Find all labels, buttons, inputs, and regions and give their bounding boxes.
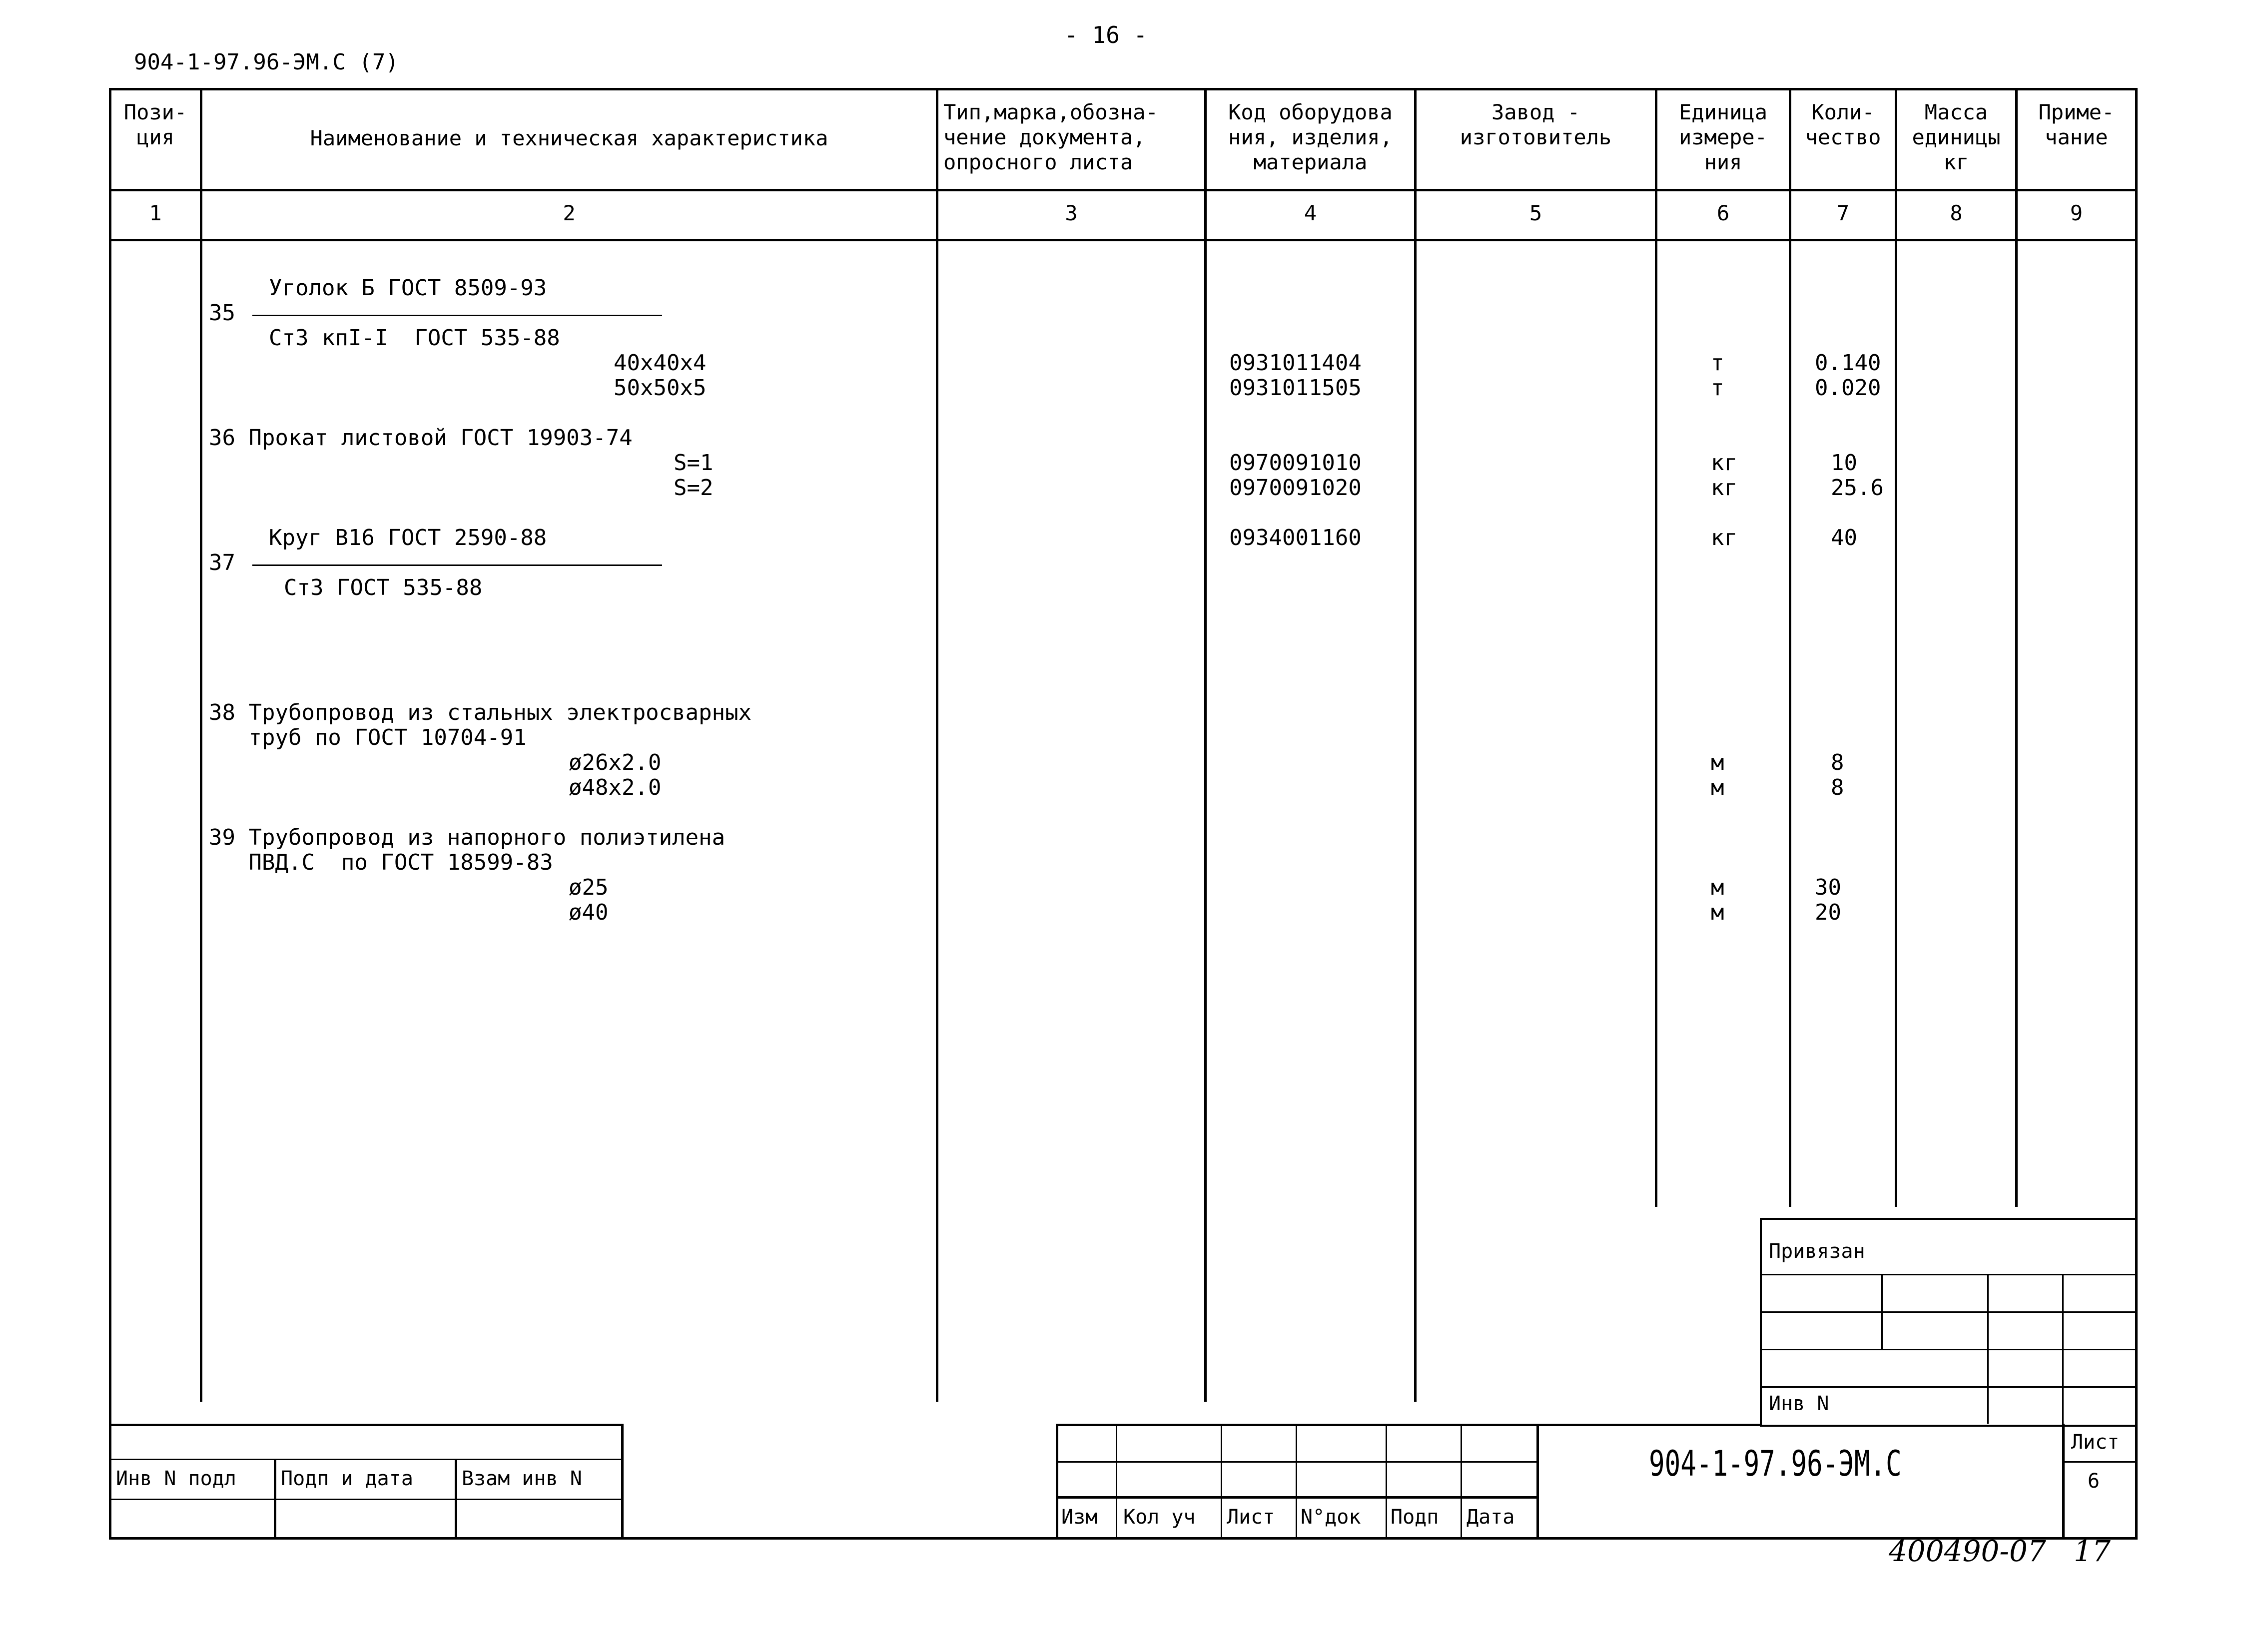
col-num-7: 7 bbox=[1836, 201, 1850, 225]
column-line-2 bbox=[936, 88, 938, 1402]
stamp-label-signature: Подп bbox=[1391, 1506, 1439, 1529]
left-stamp-row-line bbox=[109, 1459, 621, 1460]
document-reference: 904-1-97.96-ЭМ.С (7) bbox=[134, 49, 399, 75]
column-line-8 bbox=[2015, 88, 2018, 1207]
column-line-7 bbox=[1895, 88, 1897, 1207]
sheet-box-divider bbox=[2062, 1461, 2138, 1463]
item-36-qty-1: 10 bbox=[1831, 450, 1857, 476]
item-36-code-1: 0970091010 bbox=[1229, 450, 1362, 476]
title-col-line-4 bbox=[1386, 1424, 1387, 1540]
title-col-line-2 bbox=[1221, 1424, 1222, 1540]
col-num-6: 6 bbox=[1716, 201, 1730, 225]
item-37-fraction-line bbox=[252, 564, 662, 566]
item-38-size-1: ø26x2.0 bbox=[569, 750, 662, 775]
stamp-inv-original: Инв N подл bbox=[116, 1467, 236, 1490]
item-39-line-1: 39 Трубопровод из напорного полиэтилена bbox=[209, 825, 726, 850]
title-col-line-6 bbox=[1536, 1424, 1539, 1540]
column-line-1 bbox=[200, 88, 202, 1402]
stamp-signature-date: Подп и дата bbox=[281, 1467, 413, 1490]
col-num-1: 1 bbox=[149, 201, 162, 225]
document-title: 904-1-97.96-ЭМ.С bbox=[1649, 1443, 1902, 1484]
col-num-9: 9 bbox=[2070, 201, 2083, 225]
title-col-line-1 bbox=[1116, 1424, 1117, 1540]
header-code: Код оборудова ния, изделия, материала bbox=[1228, 100, 1393, 174]
header-mass: Масса единицы кг bbox=[1912, 100, 2001, 174]
item-35-qty-1: 0.140 bbox=[1815, 350, 1881, 376]
item-37-qty: 40 bbox=[1831, 525, 1857, 551]
column-line-6 bbox=[1789, 88, 1791, 1207]
item-35-size-1: 40x40x4 bbox=[614, 350, 707, 376]
header-position: Пози- ция bbox=[123, 100, 187, 149]
item-36-unit-1: кг bbox=[1711, 450, 1737, 476]
item-38-size-2: ø48x2.0 bbox=[569, 775, 662, 800]
item-38-qty-1: 8 bbox=[1831, 750, 1844, 775]
item-38-unit-2: м bbox=[1711, 775, 1724, 800]
binding-label: Привязан bbox=[1769, 1240, 1865, 1263]
header-name: Наименование и техническая характеристика bbox=[310, 126, 828, 150]
title-block-row-line-2 bbox=[1056, 1496, 1539, 1499]
item-38-line-2: труб по ГОСТ 10704-91 bbox=[209, 725, 527, 750]
item-36-size-2: S=2 bbox=[674, 475, 714, 501]
item-36-size-1: S=1 bbox=[674, 450, 714, 476]
item-38-line-1: 38 Трубопровод из стальных электросварных bbox=[209, 700, 752, 725]
stamp-label-doc-number: N°док bbox=[1301, 1506, 1361, 1529]
item-36-name: 36 Прокат листовой ГОСТ 19903-74 bbox=[209, 425, 633, 451]
item-35-position: 35 bbox=[209, 300, 235, 326]
item-36-unit-2: кг bbox=[1711, 475, 1737, 501]
stamp-label-sheet: Лист bbox=[1227, 1506, 1275, 1529]
title-block-row-line-1 bbox=[1056, 1461, 1539, 1463]
binding-col-line-2 bbox=[1987, 1274, 1989, 1424]
item-35-fraction-line bbox=[252, 315, 662, 316]
item-37-material: Ст3 ГОСТ 535-88 bbox=[284, 575, 483, 600]
title-col-line-3 bbox=[1296, 1424, 1297, 1540]
item-39-qty-2: 20 bbox=[1815, 900, 1841, 925]
left-stamp-top-line bbox=[109, 1424, 621, 1426]
stamp-label-date: Дата bbox=[1467, 1506, 1515, 1529]
header-manufacturer: Завод - изготовитель bbox=[1460, 100, 1612, 149]
item-37-code: 0934001160 bbox=[1229, 525, 1362, 551]
header-note: Приме- чание bbox=[2038, 100, 2115, 149]
binding-row-line-4 bbox=[1760, 1386, 2138, 1388]
binding-col-line-1 bbox=[1881, 1274, 1883, 1349]
header-type: Тип,марка,обозна- чение документа, опросного листа bbox=[943, 100, 1158, 174]
col-num-8: 8 bbox=[1950, 201, 1963, 225]
item-36-code-2: 0970091020 bbox=[1229, 475, 1362, 501]
col-num-5: 5 bbox=[1529, 201, 1542, 225]
sheet-number: 6 bbox=[2088, 1470, 2100, 1493]
stamp-label-change: Изм bbox=[1061, 1506, 1098, 1529]
col-num-2: 2 bbox=[563, 201, 576, 225]
item-38-qty-2: 8 bbox=[1831, 775, 1844, 800]
binding-row-line-3 bbox=[1760, 1349, 2138, 1350]
item-38-unit-1: м bbox=[1711, 750, 1724, 775]
item-37-profile: Круг В16 ГОСТ 2590-88 bbox=[269, 525, 547, 551]
column-line-3 bbox=[1204, 88, 1207, 1402]
left-stamp-row-line-2 bbox=[109, 1499, 621, 1500]
item-35-material: Ст3 кпI-I ГОСТ 535-88 bbox=[269, 325, 560, 351]
item-35-unit-2: т bbox=[1711, 375, 1724, 401]
binding-col-line-3 bbox=[2062, 1274, 2064, 1424]
item-35-code-2: 0931011505 bbox=[1229, 375, 1362, 401]
item-39-unit-1: м bbox=[1711, 875, 1724, 900]
column-line-4 bbox=[1414, 88, 1417, 1402]
left-stamp-right-line bbox=[621, 1424, 624, 1540]
header-divider bbox=[109, 189, 2138, 191]
item-39-size-1: ø25 bbox=[569, 875, 609, 900]
binding-row-line-1 bbox=[1760, 1274, 2138, 1275]
column-number-divider bbox=[109, 239, 2138, 241]
title-col-line-5 bbox=[1461, 1424, 1462, 1540]
item-37-unit: кг bbox=[1711, 525, 1737, 551]
title-block-left-line bbox=[1056, 1424, 1058, 1540]
handwritten-archive-number: 400490-07 17 bbox=[1889, 1534, 2111, 1568]
item-37-position: 37 bbox=[209, 550, 235, 575]
item-35-profile: Уголок Б ГОСТ 8509-93 bbox=[269, 275, 547, 301]
header-unit: Единица измере- ния bbox=[1678, 100, 1767, 174]
stamp-label-count: Кол уч bbox=[1123, 1506, 1196, 1529]
item-39-qty-1: 30 bbox=[1815, 875, 1841, 900]
column-line-5 bbox=[1655, 88, 1657, 1207]
item-35-unit-1: т bbox=[1711, 350, 1724, 376]
title-block-top-line bbox=[1056, 1424, 1760, 1426]
item-39-line-2: ПВД.С по ГОСТ 18599-83 bbox=[209, 850, 553, 875]
item-39-size-2: ø40 bbox=[569, 900, 609, 925]
sheet-box-left-line bbox=[2062, 1424, 2065, 1540]
item-36-qty-2: 25.6 bbox=[1831, 475, 1884, 501]
inventory-number-label: Инв N bbox=[1769, 1392, 1829, 1415]
item-35-qty-2: 0.020 bbox=[1815, 375, 1881, 401]
page-number: - 16 - bbox=[1064, 21, 1148, 48]
header-quantity: Коли- чество bbox=[1805, 100, 1881, 149]
item-35-code-1: 0931011404 bbox=[1229, 350, 1362, 376]
item-35-size-2: 50x50x5 bbox=[614, 375, 707, 401]
sheet-label: Лист bbox=[2071, 1431, 2120, 1454]
col-num-3: 3 bbox=[1065, 201, 1078, 225]
item-39-unit-2: м bbox=[1711, 900, 1724, 925]
col-num-4: 4 bbox=[1304, 201, 1317, 225]
stamp-replacement-inv: Взам инв N bbox=[462, 1467, 582, 1490]
binding-row-line-2 bbox=[1760, 1311, 2138, 1313]
